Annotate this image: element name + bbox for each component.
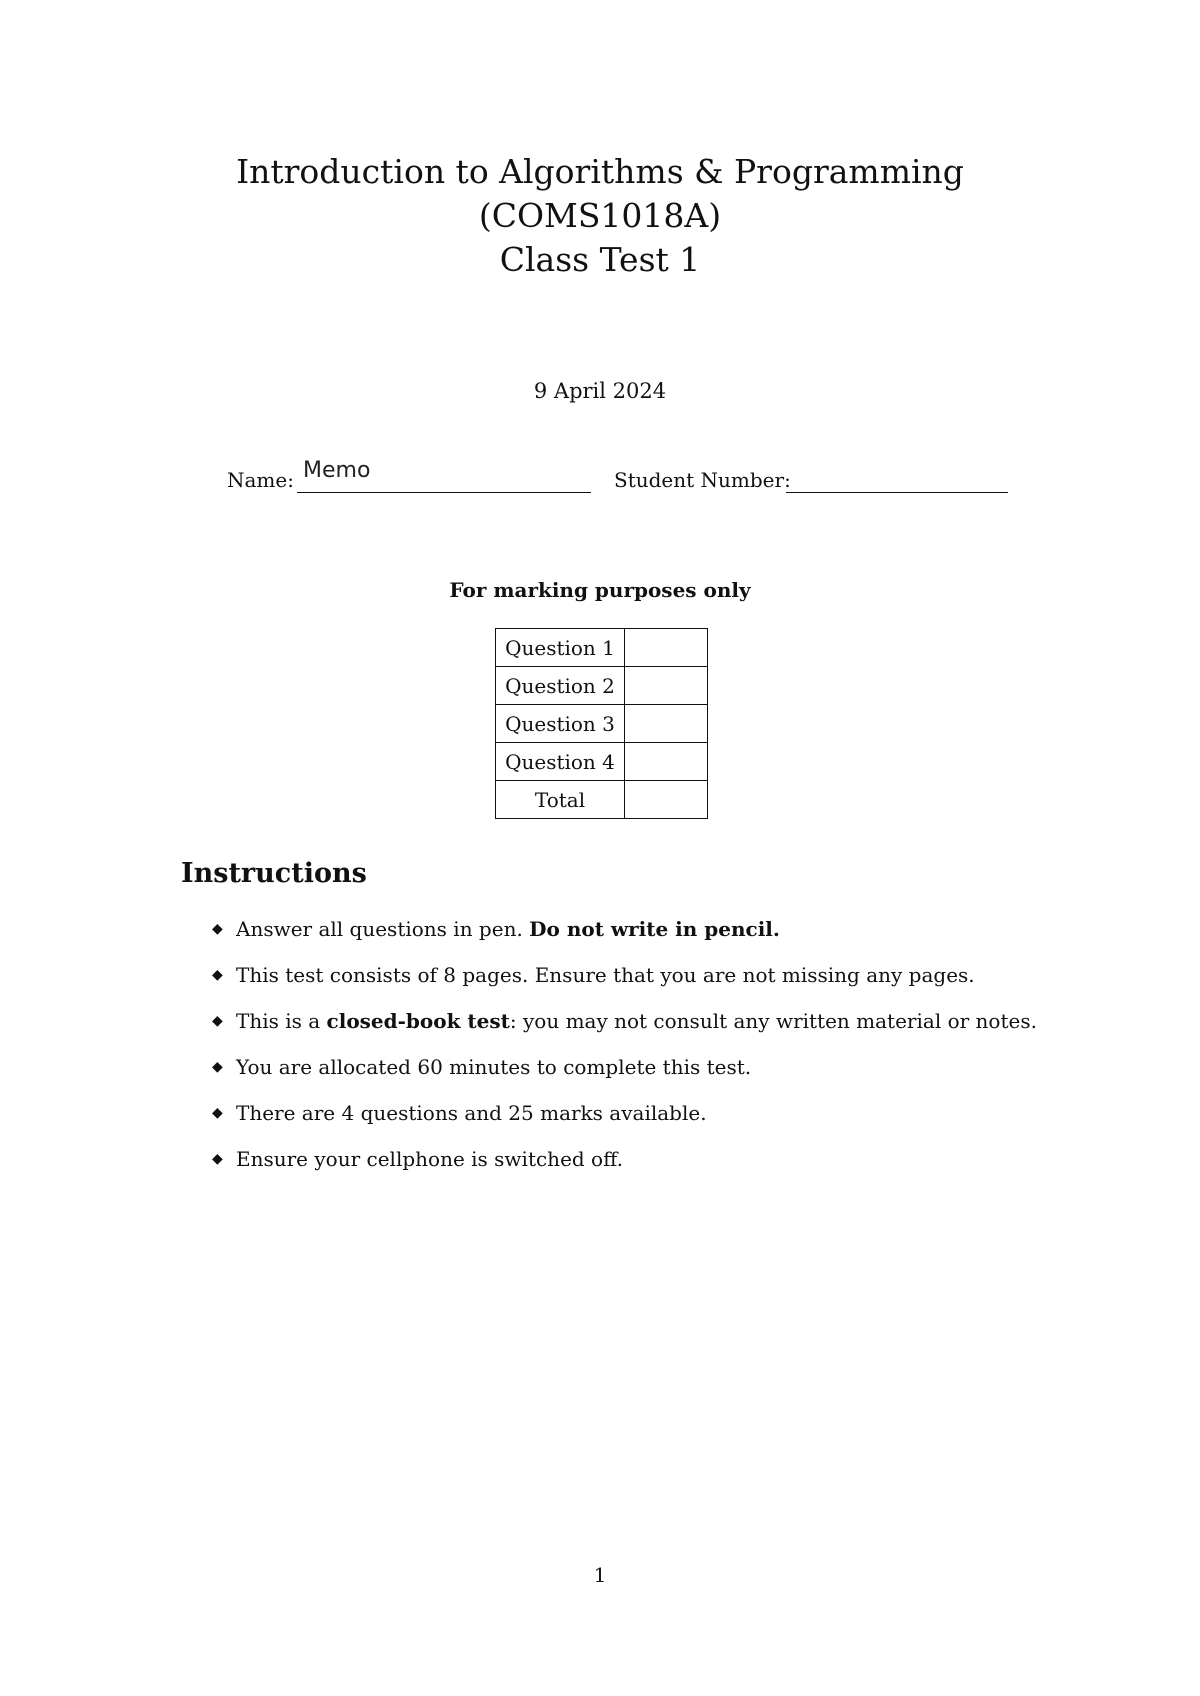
list-item <box>212 1142 1112 1188</box>
exam-title <box>0 150 1200 282</box>
instruction-text: Answer all questions in pen. <box>236 917 530 941</box>
instruction-text: Ensure your cellphone is switched off. <box>236 1147 623 1171</box>
instruction-text: This test consists of 8 pages. Ensure that you are not missing any pages. <box>236 963 975 987</box>
question-label: Question 1 <box>496 629 625 667</box>
bullet-icon: ◆ <box>212 1105 223 1121</box>
table-row <box>496 705 708 743</box>
list-item <box>212 1004 1112 1050</box>
question-label: Question 4 <box>496 743 625 781</box>
bullet-icon: ◆ <box>212 1059 223 1075</box>
score-cell <box>625 705 708 743</box>
bullet-icon: ◆ <box>212 1151 223 1167</box>
instruction-text: You are allocated 60 minutes to complete this test. <box>236 1055 752 1079</box>
name-value: Memo <box>303 458 371 483</box>
list-item <box>212 912 1112 958</box>
list-item <box>212 958 1112 1004</box>
name-field[interactable] <box>297 492 591 493</box>
score-cell <box>625 743 708 781</box>
bullet-icon: ◆ <box>212 1013 223 1029</box>
name-label: Name: <box>227 468 294 492</box>
test-name: Class Test 1 <box>499 240 701 279</box>
student-number-field[interactable] <box>786 492 1008 493</box>
question-label: Question 2 <box>496 667 625 705</box>
score-cell <box>625 629 708 667</box>
marking-title: For marking purposes only <box>449 578 751 602</box>
table-row <box>496 667 708 705</box>
instruction-text: There are 4 questions and 25 marks available. <box>236 1101 707 1125</box>
marking-table <box>495 628 708 819</box>
question-label: Question 3 <box>496 705 625 743</box>
course-title: Introduction to Algorithms & Programming <box>236 152 964 191</box>
instruction-emphasis: Do not write in pencil. <box>529 917 780 941</box>
instruction-emphasis: closed-book test <box>326 1009 510 1033</box>
list-item <box>212 1050 1112 1096</box>
score-cell <box>625 667 708 705</box>
course-code: (COMS1018A) <box>478 196 722 235</box>
table-row <box>496 629 708 667</box>
bullet-icon: ◆ <box>212 967 223 983</box>
table-row <box>496 781 708 819</box>
bullet-icon: ◆ <box>212 921 223 937</box>
student-details <box>0 458 1200 498</box>
instructions-heading: Instructions <box>181 858 367 889</box>
instructions-list <box>212 912 1112 1188</box>
page-number: 1 <box>593 1563 607 1587</box>
total-label: Total <box>496 781 625 819</box>
instruction-text: This is a <box>236 1009 327 1033</box>
table-row <box>496 743 708 781</box>
total-score-cell <box>625 781 708 819</box>
instruction-text-after: : you may not consult any written material or notes. <box>509 1009 1037 1033</box>
student-number-label: Student Number: <box>614 468 791 492</box>
list-item <box>212 1096 1112 1142</box>
exam-date: 9 April 2024 <box>533 379 667 403</box>
